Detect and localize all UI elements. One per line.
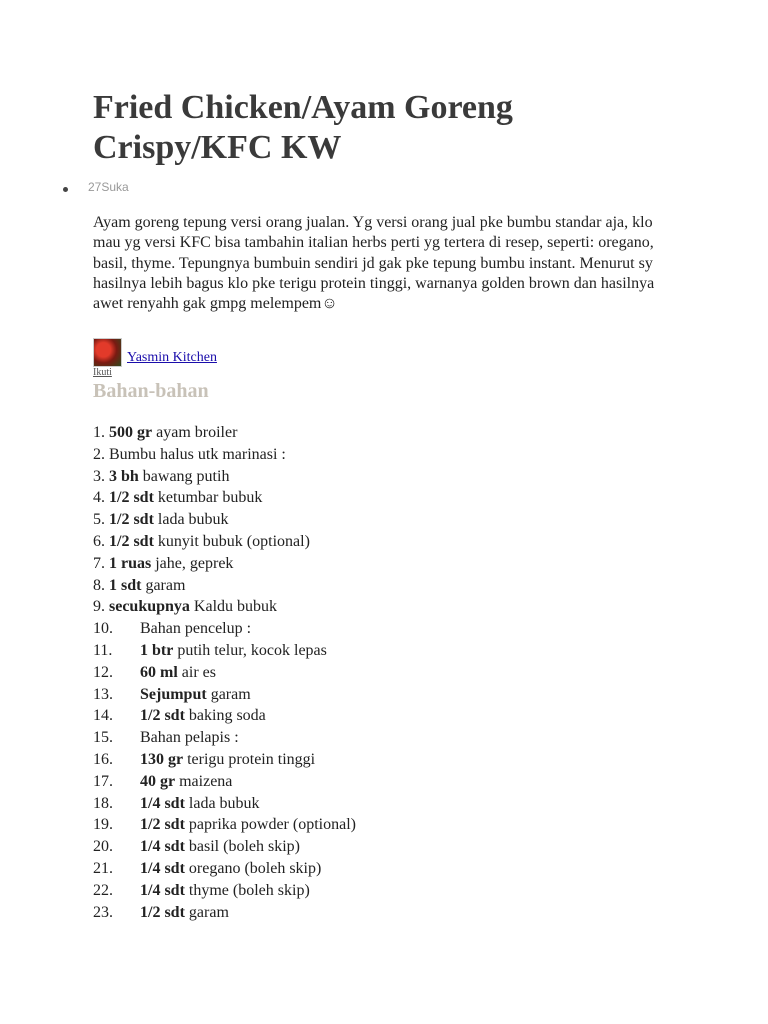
ingredient-item (93, 662, 356, 684)
ingredient-text: ayam broiler (156, 424, 238, 441)
ingredient-text: ketumbar bubuk (157, 489, 263, 507)
ingredient-text: lada bubuk (188, 794, 260, 812)
recipe-description: Ayam goreng tepung versi orang jualan. Yg versi orang jual pke bumbu standar aja, klo mau yg versi KFC bisa tambahin italian herbs perti yg tertera di resep, seperti: oregano, basil, thyme. Tepungnya bumbuin sendiri jd gak pke tepung bumbu instant. Menurut sy hasilnya lebih bagus klo pke terigu protein tinggi, warnanya golden brown dan hasilnya awet renyahh gak gmpg melempem☺ (93, 214, 655, 313)
ingredient-number: 20. (93, 838, 113, 856)
ingredient-text: terigu protein tinggi (187, 750, 316, 768)
ingredient-quantity: secukupnya (109, 598, 190, 616)
bullet-icon (63, 187, 68, 192)
ingredient-number: 8. (93, 576, 105, 594)
ingredient-quantity: 40 gr (140, 772, 176, 790)
author-block (93, 338, 217, 367)
ingredient-number: 3. (93, 467, 105, 485)
ingredient-quantity: 1/4 sdt (140, 794, 185, 812)
author-name-link[interactable]: Yasmin Kitchen (127, 350, 217, 365)
ingredient-quantity: 60 ml (140, 663, 178, 681)
ingredient-item (93, 531, 356, 553)
ingredient-number: 14. (93, 707, 113, 725)
ingredient-quantity: 500 gr (109, 424, 153, 441)
ingredient-item (93, 814, 356, 836)
ingredient-number: 15. (93, 729, 113, 747)
ingredient-item (93, 444, 356, 466)
ingredient-number: 6. (93, 532, 105, 550)
ingredient-number: 5. (93, 511, 105, 529)
ingredient-number: 16. (93, 750, 113, 768)
author-avatar[interactable] (93, 338, 122, 367)
likes-count[interactable]: 27Suka (88, 180, 129, 194)
ingredient-text: Bahan pelapis : (140, 729, 239, 747)
ingredient-quantity: 1/4 sdt (140, 838, 185, 856)
follow-link[interactable]: Ikuti (93, 367, 112, 378)
ingredient-item (93, 749, 356, 771)
ingredient-item (93, 727, 356, 749)
ingredient-text: lada bubuk (157, 511, 229, 529)
ingredients-heading: Bahan-bahan (93, 380, 209, 402)
ingredient-quantity: 3 bh (109, 467, 139, 485)
ingredient-item (93, 575, 356, 597)
ingredient-text: kunyit bubuk (optional) (157, 532, 310, 550)
ingredient-number: 9. (93, 598, 105, 616)
ingredient-text: bawang putih (142, 467, 230, 485)
ingredient-number: 18. (93, 794, 113, 812)
ingredient-quantity: 1/2 sdt (140, 707, 185, 725)
ingredients-list (93, 422, 356, 923)
ingredient-number: 17. (93, 772, 113, 790)
ingredient-quantity: Sejumput (140, 685, 207, 703)
ingredient-number: 13. (93, 685, 113, 703)
ingredient-text: garam (210, 685, 251, 703)
ingredient-quantity: 1 sdt (109, 576, 142, 594)
ingredient-item (93, 640, 356, 662)
ingredient-number: 11. (93, 641, 113, 659)
ingredient-number: 10. (93, 620, 113, 638)
ingredient-quantity: 1/4 sdt (140, 881, 185, 899)
ingredient-text: baking soda (188, 707, 266, 725)
ingredient-text: Bumbu halus utk marinasi : (109, 445, 286, 463)
ingredient-text: oregano (boleh skip) (188, 859, 322, 877)
ingredient-item (93, 771, 356, 793)
ingredient-text: paprika powder (optional) (188, 816, 356, 834)
ingredient-item (93, 422, 356, 444)
ingredient-text: jahe, geprek (155, 554, 234, 572)
ingredient-item (93, 705, 356, 727)
ingredient-quantity: 1/4 sdt (140, 859, 185, 877)
ingredient-item (93, 596, 356, 618)
ingredient-item (93, 858, 356, 880)
ingredient-item (93, 902, 356, 924)
ingredient-text: air es (181, 663, 216, 681)
ingredient-item (93, 836, 356, 858)
ingredient-item (93, 553, 356, 575)
ingredient-item (93, 684, 356, 706)
ingredient-text: garam (145, 576, 186, 594)
ingredient-number: 21. (93, 859, 113, 877)
ingredient-quantity: 130 gr (140, 750, 184, 768)
ingredient-quantity: 1/2 sdt (140, 816, 185, 834)
ingredient-number: 22. (93, 881, 113, 899)
ingredient-text: Kaldu bubuk (193, 598, 278, 616)
ingredient-number: 19. (93, 816, 113, 834)
ingredient-text: putih telur, kocok lepas (177, 641, 327, 659)
recipe-title: Fried Chicken/Ayam Goreng Crispy/KFC KW (93, 89, 513, 166)
ingredient-number: 4. (93, 489, 105, 507)
ingredient-text: basil (boleh skip) (188, 838, 300, 856)
ingredient-quantity: 1/2 sdt (109, 511, 154, 529)
ingredient-item (93, 487, 356, 509)
ingredient-number: 2. (93, 445, 105, 463)
ingredient-item (93, 466, 356, 488)
ingredient-text: maizena (179, 772, 233, 790)
ingredient-quantity: 1/2 sdt (109, 489, 154, 507)
ingredient-text: Bahan pencelup : (140, 620, 252, 638)
ingredient-item (93, 880, 356, 902)
ingredient-item (93, 793, 356, 815)
ingredient-item (93, 509, 356, 531)
ingredient-number: 23. (93, 903, 113, 921)
ingredient-number: 12. (93, 663, 113, 681)
ingredient-text: garam (188, 903, 229, 921)
ingredient-item (93, 618, 356, 640)
ingredient-text: thyme (boleh skip) (188, 881, 310, 899)
ingredient-quantity: 1 ruas (109, 554, 152, 572)
ingredient-quantity: 1/2 sdt (109, 532, 154, 550)
ingredient-number: 7. (93, 554, 105, 572)
ingredient-number: 1. (93, 424, 105, 441)
ingredient-quantity: 1/2 sdt (140, 903, 185, 921)
ingredient-quantity: 1 btr (140, 641, 174, 659)
likes-row (63, 180, 129, 194)
